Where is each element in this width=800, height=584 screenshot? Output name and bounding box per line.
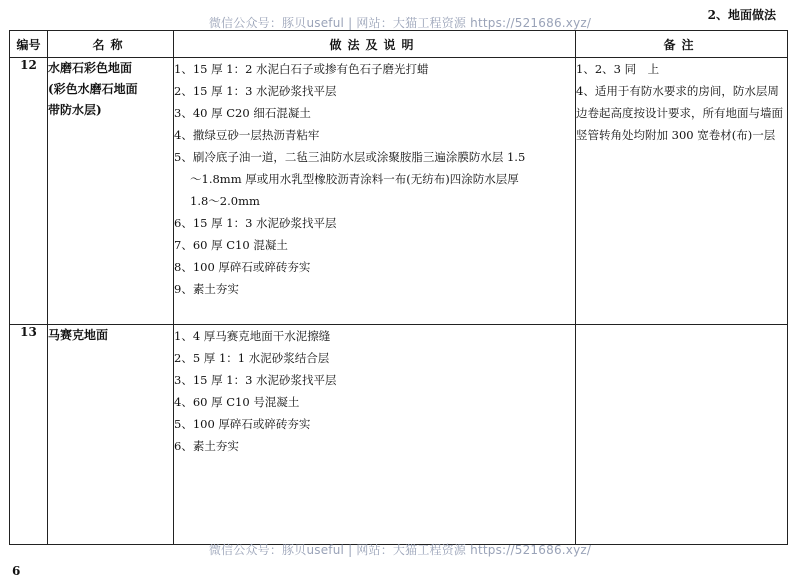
- step-line: 3、15 厚 1：3 水泥砂浆找平层: [174, 373, 337, 387]
- row-steps: [174, 58, 576, 325]
- floor-method-table: [9, 30, 788, 545]
- table-header-row: [10, 31, 788, 58]
- note-line: 4、适用于有防水要求的房间，防水层周边卷起高度按设计要求，所有地面与墙面竖管转角处均附加 300 宽卷材(布)一层: [576, 84, 783, 142]
- page-number: 6: [12, 564, 21, 578]
- step-line: 1、15 厚 1：2 水泥白石子或掺有色石子磨光打蜡: [174, 62, 429, 76]
- step-line: 7、60 厚 C10 混凝土: [174, 238, 288, 252]
- watermark-bottom: 微信公众号：豚贝useful | 网站：大猫工程资源 https://521686.xyz/: [208, 543, 592, 557]
- note-line: 1、2、3 同 上: [576, 62, 660, 76]
- step-line: ～1.8mm 厚或用水乳型橡胶沥青涂料一布(无纺布)四涂防水层厚: [190, 172, 519, 186]
- step-line: 9、素土夯实: [174, 282, 239, 296]
- header-number: 编号: [10, 31, 48, 58]
- row-notes: [576, 58, 788, 325]
- header-notes: 备注: [576, 31, 788, 58]
- header-method: 做法及说明: [174, 31, 576, 58]
- step-line: 1、4 厚马赛克地面干水泥擦缝: [174, 329, 331, 343]
- step-line: 6、15 厚 1：3 水泥砂浆找平层: [174, 216, 337, 230]
- row-name-line: 水磨石彩色地面: [48, 61, 133, 75]
- step-line: 2、15 厚 1：3 水泥砂浆找平层: [174, 84, 337, 98]
- step-line: 2、5 厚 1：1 水泥砂浆结合层: [174, 351, 330, 365]
- step-line: 4、60 厚 C10 号混凝土: [174, 395, 300, 409]
- row-name-line: (彩色水磨石地面: [48, 82, 138, 96]
- row-name-line: 带防水层): [48, 103, 102, 117]
- header-name: 名称: [48, 31, 174, 58]
- step-line: 4、撒绿豆砂一层热沥青粘牢: [174, 128, 320, 142]
- section-title: 2、地面做法: [707, 8, 776, 22]
- step-line: 3、40 厚 C20 细石混凝土: [174, 106, 311, 120]
- table-row: [10, 58, 788, 325]
- row-name: [48, 325, 174, 545]
- table-row: [10, 325, 788, 545]
- step-line: 1.8～2.0mm: [190, 194, 260, 208]
- step-line: 6、素土夯实: [174, 439, 239, 453]
- step-line: 8、100 厚碎石或碎砖夯实: [174, 260, 311, 274]
- watermark-top: 微信公众号：豚贝useful | 网站：大猫工程资源 https://521686.xyz/: [208, 16, 592, 30]
- row-notes-empty: [576, 325, 788, 545]
- row-name-line: 马赛克地面: [48, 328, 109, 342]
- step-line: 5、刷冷底子油一道，二毡三油防水层或涂聚胺脂三遍涂膜防水层 1.5: [174, 150, 526, 164]
- row-number: 12: [10, 58, 48, 325]
- step-line: 5、100 厚碎石或碎砖夯实: [174, 417, 311, 431]
- row-steps: [174, 325, 576, 545]
- row-name: [48, 58, 174, 325]
- row-number: 13: [10, 325, 48, 545]
